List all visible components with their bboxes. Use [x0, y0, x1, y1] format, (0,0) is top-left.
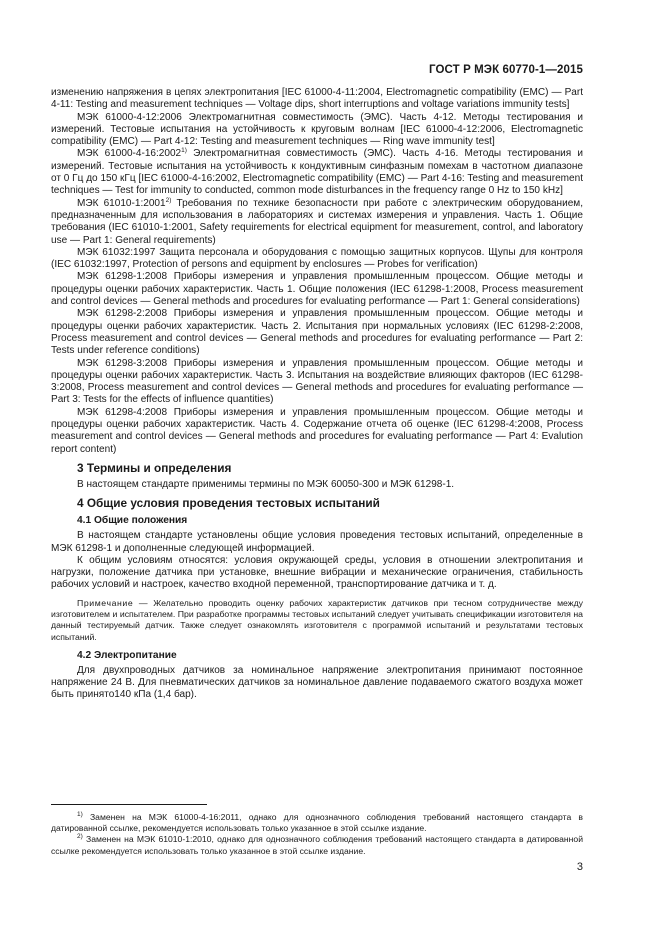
ref-61032: МЭК 61032:1997 Защита персонала и оборудования с помощью защитных корпусов. Щупы для контроля (IEC 61032:1997, Protection of persons and equipment by enclosures — Probes for verification) — [51, 246, 583, 271]
footnote-1-mark: 1) — [77, 811, 83, 818]
footnote-mark-2: 2) — [165, 196, 172, 204]
section-3-heading: 3 Термины и определения — [77, 460, 232, 475]
section-4-1-note — [51, 598, 583, 643]
ref-61000-4-16-code: МЭК 61000-4-16:2002 — [77, 148, 182, 160]
ref-61010-1-text: Требования по технике безопасности при работе с электрическим оборудованием, предназначенным для использования в лабораториях и системах измерения и управления. Часть 1. Общие требования (IEC 61010-1:2001, Safety requirements for electrical equipment for measurement, control, and laboratory use — Part 1: General requirements) — [51, 197, 583, 246]
ref-61298-3: МЭК 61298-3:2008 Приборы измерения и управления промышленным процессом. Общие методы и процедуры оценки рабочих характеристик. Часть 3. Испытания на воздействие влияющих факторов (IEC 61298-3:2008, Process measurement and control devices — General methods and procedures for evaluating performance — Part 3: Tests for the effects of influence quantities) — [51, 357, 583, 406]
footnote-1-text: Заменен на МЭК 61000-4-16:2011, однако для однозначного соблюдения требований настоящего стандарта в датированной ссылке, рекомендуется использовать только указанное в этой ссылке издание. — [51, 812, 583, 834]
section-4-1-paragraph-1: В настоящем стандарте установлены общие условия проведения тестовых испытаний, определенные в МЭК 61298-1 и дополненные следующей информацией. — [51, 530, 583, 554]
ref-61298-1: МЭК 61298-1:2008 Приборы измерения и управления промышленным процессом. Общие методы и процедуры оценки рабочих характеристик. Часть 1. Общие положения (IEC 61298-1:2008, Process measurement and control devices — General methods and procedures for evaluating performance — Part 1: General considerations) — [51, 271, 583, 308]
footnote-2-text: Заменен на МЭК 61010-1:2010, однако для однозначного соблюдения требований настоящего стандарта в датированной ссылке рекомендуется использовать только указанное в этой ссылке издание. — [51, 834, 583, 856]
ref-61298-2: МЭК 61298-2:2008 Приборы измерения и управления промышленным процессом. Общие методы и процедуры оценки рабочих характеристик. Часть 2. Испытания при нормальных условиях (IEC 61298-2:2008, Process measurement and control devices — General methods and procedures for evaluating performance — Part 2: Tests under reference conditions) — [51, 308, 583, 357]
footnotes — [51, 812, 583, 857]
section-4-heading: 4 Общие условия проведения тестовых испытаний — [77, 496, 380, 511]
section-4-1-heading: 4.1 Общие положения — [77, 515, 188, 527]
ref-61000-4-11-continuation: изменению напряжения в цепях электропитания [IEC 61000-4-11:2004, Electromagnetic compatibility (EMC) — Part 4-11: Testing and measurement techniques — Voltage dips, short interruptions and voltage variations immunity tests] — [51, 87, 583, 111]
ref-61000-4-16-text: Электромагнитная совместимость (ЭМС). Часть 4-16. Методы тестирования и измерений. Тестовые испытания на устойчивость к кондуктивным синфазным помехам в частотном диапазоне от 0 Гц до 150 кГц [IEC 61000-4-16:2002, Electromagnetic compatibility (EMC) — Part 4-16: Testing and measurement techniques — Test for immunity to conducted, common mode disturbances in the frequency range 0 Hz to 150 kHz] — [51, 148, 583, 197]
footnote-divider — [51, 804, 207, 805]
section-3-text: В настоящем стандарте применимы термины по МЭК 60050-300 и МЭК 61298-1. — [77, 478, 455, 490]
ref-61010-1 — [51, 198, 583, 247]
page-number: 3 — [576, 861, 583, 873]
section-4-2-heading: 4.2 Электропитание — [77, 649, 177, 661]
ref-61000-4-12: МЭК 61000-4-12:2006 Электромагнитная совместимость (ЭМС). Часть 4-12. Методы тестирования и измерений. Тестовые испытания на устойчивость к круговым волнам [IEC 61000-4-12:2006, Electromagnetic compatibility (EMC) — Part 4-12: Testing and measurement techniques — Ring wave immunity test] — [51, 111, 583, 148]
note-label: Примечание — [77, 597, 134, 608]
section-4-1-paragraph-2: К общим условиям относятся: условия окружающей среды, условия в отношении электропитания и нагрузки, положение датчика при установке, внешние вибрации и механические ограничения, стабильность рабочих условий и настроек, качество входной переменной, транспортирование датчика и т. д. — [51, 554, 583, 591]
section-4-2-paragraph: Для двухпроводных датчиков за номинальное напряжение электропитания принимают постоянное напряжение 24 В. Для пневматических датчиков за номинальное давление подаваемого сжатого воздуха может быть принято140 кПа (1,4 бар). — [51, 664, 583, 701]
ref-61000-4-16 — [51, 148, 583, 197]
footnote-2 — [51, 834, 583, 856]
document-body — [51, 87, 583, 702]
note-text: — Желательно проводить оценку рабочих характеристик датчиков при тесном сотрудничестве между изготовителем и испытателем. При разработке программы тестовых испытаний следует учитывать спецификации изготовителя на данный тестируемый датчик. Также следует ознакомлять изготовителя с программой испытаний и результатами тестовых испытаний. — [51, 597, 583, 642]
page-header-standard: ГОСТ Р МЭК 60770-1—2015 — [429, 64, 583, 76]
ref-61298-4: МЭК 61298-4:2008 Приборы измерения и управления промышленным процессом. Общие методы и процедуры оценки рабочих характеристик. Часть 4. Содержание отчета об оценке (IEC 61298-4:2008, Process measurement and control devices — General methods and procedures for evaluating performance — Part 4: Evalution report content) — [51, 406, 583, 455]
ref-61010-1-code: МЭК 61010-1:2001 — [77, 197, 166, 209]
footnote-2-mark: 2) — [77, 833, 83, 841]
footnote-1 — [51, 812, 583, 834]
footnote-mark-1: 1) — [181, 147, 187, 155]
